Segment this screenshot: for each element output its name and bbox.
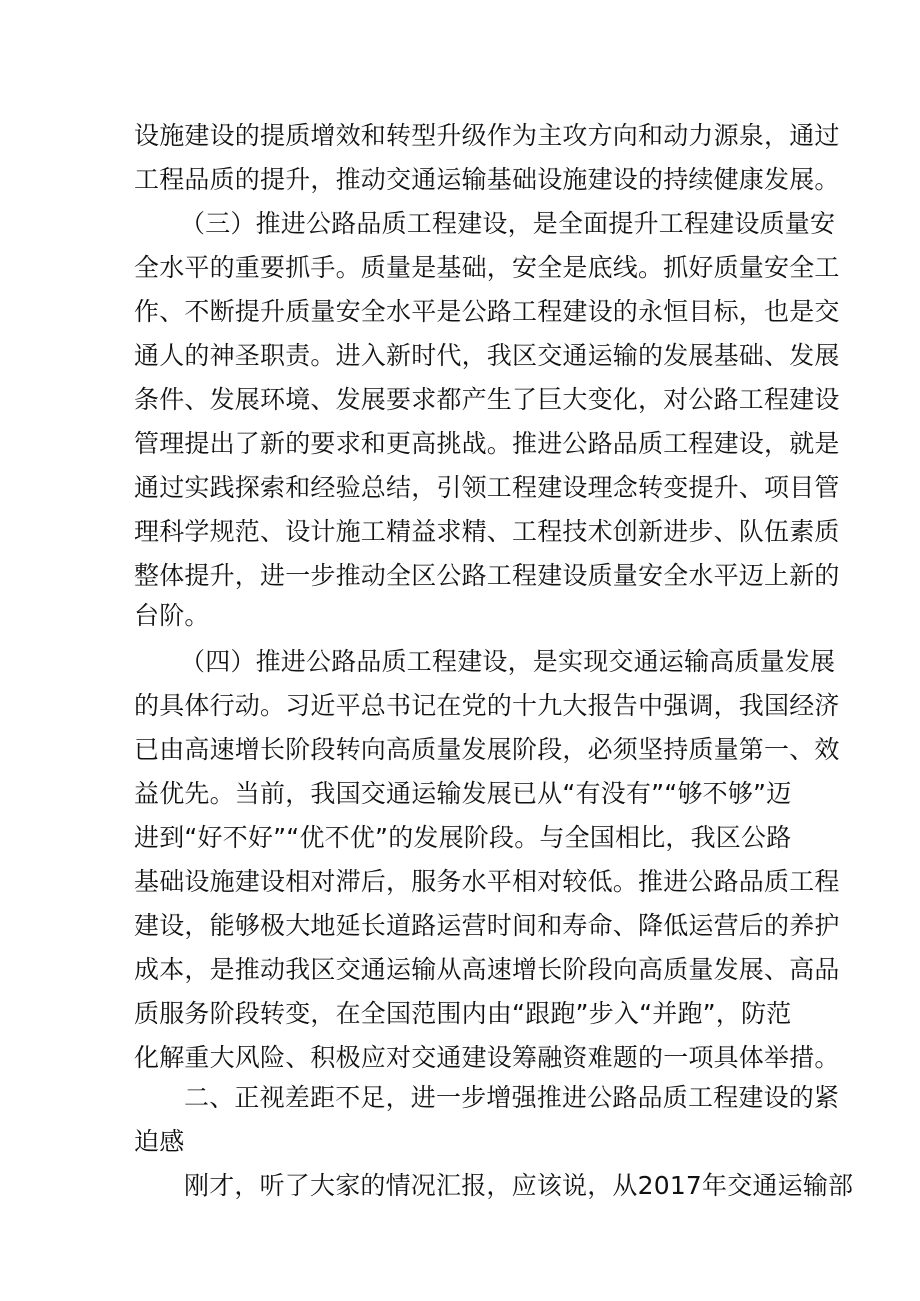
paragraph-line: 已由高速增长阶段转向高质量发展阶段，必须坚持质量第一、效 [134,735,840,764]
paragraph-line: 成本，是推动我区交通运输从高速增长阶段向高质量发展、高品 [134,955,840,984]
paragraph-line: 质服务阶段转变，在全国范围内由“跟跑”步入“并跑”，防范 [134,999,792,1028]
paragraph-line: 台阶。 [134,601,210,630]
paragraph-line: 刚才，听了大家的情况汇报，应该说，从2017年交通运输部 [184,1171,854,1200]
section-heading-line: （四）推进公路品质工程建设，是实现交通运输高质量发展 [180,647,836,676]
paragraph-line: 基础设施建设相对滞后，服务水平相对较低。推进公路品质工程 [134,867,840,896]
paragraph-line: 益优先。当前，我国交通运输发展已从“有没有”“够不够”迈 [134,779,792,808]
section-heading-line: 迫感 [134,1127,185,1156]
paragraph-line: 条件、发展环境、发展要求都产生了巨大变化，对公路工程建设 [134,385,840,414]
paragraph-line: 全水平的重要抓手。质量是基础，安全是底线。抓好质量安全工 [134,253,840,282]
paragraph-line: 化解重大风险、积极应对交通建设筹融资难题的一项具体举措。 [134,1043,840,1072]
paragraph-line: 通人的神圣职责。进入新时代，我区交通运输的发展基础、发展 [134,341,840,370]
paragraph-line: 通过实践探索和经验总结，引领工程建设理念转变提升、项目管 [134,473,840,502]
paragraph-line: 设施建设的提质增效和转型升级作为主攻方向和动力源泉，通过 [134,121,840,150]
paragraph-line: 建设，能够极大地延长道路运营时间和寿命、降低运营后的养护 [134,911,840,940]
paragraph-line: 进到“好不好”“优不优”的发展阶段。与全国相比，我区公路 [134,823,792,852]
paragraph-line: 作、不断提升质量安全水平是公路工程建设的永恒目标，也是交 [134,297,840,326]
paragraph-line: 整体提升，进一步推动全区公路工程建设质量安全水平迈上新的 [134,561,840,590]
paragraph-line: 理科学规范、设计施工精益求精、工程技术创新进步、队伍素质 [134,517,840,546]
paragraph-line: 的具体行动。习近平总书记在党的十九大报告中强调，我国经济 [134,691,840,720]
section-heading-line: 二、正视差距不足，进一步增强推进公路品质工程建设的紧 [184,1083,840,1112]
section-heading-line: （三）推进公路品质工程建设，是全面提升工程建设质量安 [180,209,836,238]
paragraph-line: 管理提出了新的要求和更高挑战。推进公路品质工程建设，就是 [134,429,840,458]
paragraph-line: 工程品质的提升，推动交通运输基础设施建设的持续健康发展。 [134,165,840,194]
